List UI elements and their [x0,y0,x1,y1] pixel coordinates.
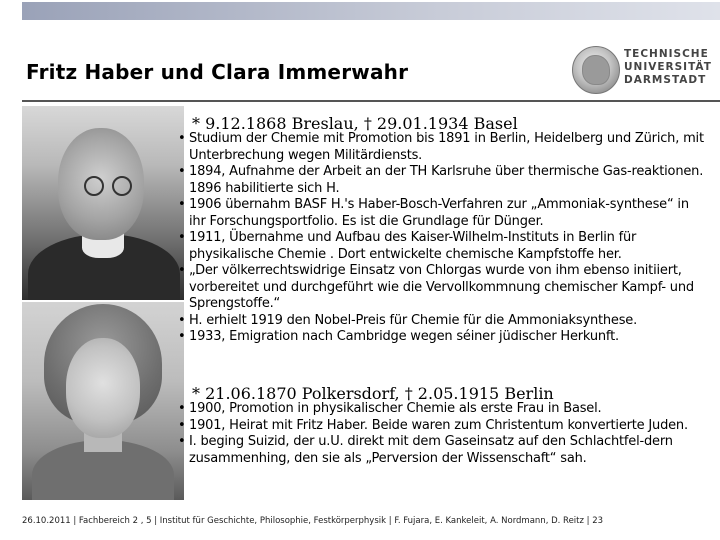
athena-head-icon [582,55,610,85]
portrait-head [66,338,140,438]
university-seal-icon [572,46,620,94]
pince-nez-left [84,176,104,196]
logo-line-3: DARMSTADT [624,74,707,86]
clara-life-dates: * 21.06.1870 Polkersdorf, † 2.05.1915 Berlin [192,384,554,403]
haber-life-dates: * 9.12.1868 Breslau, † 29.01.1934 Basel [192,114,518,133]
university-logo-text [624,48,712,87]
list-item: • H. erhielt 1919 den Nobel-Preis für Chemie für die Ammoniaksynthese. [178,312,638,328]
header-color-strip [22,2,720,20]
list-item: • Studium der Chemie mit Promotion bis 1891 in Berlin, Heidelberg und Zürich, mit Unterbrechung wegen Militärdiensts. [178,131,704,163]
pince-nez-right [112,176,132,196]
list-item: • 1900, Promotion in physikalischer Chemie als erste Frau in Basel. [178,401,602,416]
list-item: • I. beging Suizid, der u.U. direkt mit dem Gaseinsatz auf den Schlachtfel-dern zusammenhing, den sie als „Perversion der Wissenschaft“ sah. [178,434,673,466]
logo-line-2: UNIVERSITÄT [624,61,712,73]
list-item: • 1894, Aufnahme der Arbeit an der TH Karlsruhe über thermische Gas-reaktionen. 1896 habilitierte sich H. [178,164,704,196]
list-item: • 1911, Übernahme und Aufbau des Kaiser-Wilhelm-Instituts in Berlin für physikalische Chemie . Dort entwickelte chemische Kampfstoffe her. [178,230,637,262]
fritz-haber-portrait [22,106,184,300]
list-item: • „Der völkerrechtswidrige Einsatz von Chlorgas wurde von ihm ebenso initiiert, vorbereitet und durchgeführt wie die Vervollkommnung chemischer Kampf- und Sprengstoffe.“ [178,263,694,311]
header-divider [22,100,720,102]
list-item: • 1906 übernahm BASF H.'s Haber-Bosch-Verfahren zur „Ammoniak-synthese“ in ihr Forschungsportfolio. Es ist die Grundlage für Dünger. [178,197,689,229]
clara-immerwahr-portrait [22,302,184,500]
clara-bullet-list [176,401,706,467]
list-item: • 1933, Emigration nach Cambridge wegen séiner jüdischer Herkunft. [178,329,619,344]
haber-bullet-list [176,131,706,346]
slide-footer: 26.10.2011 | Fachbereich 2 , 5 | Institut für Geschichte, Philosophie, Festkörperphysik | F. Fujara, E. Kankeleit, A. Nordmann, D. Reitz | 23 [22,516,604,526]
list-item: • 1901, Heirat mit Fritz Haber. Beide waren zum Christentum konvertierte Juden. [178,417,688,433]
logo-line-1: TECHNISCHE [624,48,709,60]
slide-title: Fritz Haber und Clara Immerwahr [26,60,409,84]
